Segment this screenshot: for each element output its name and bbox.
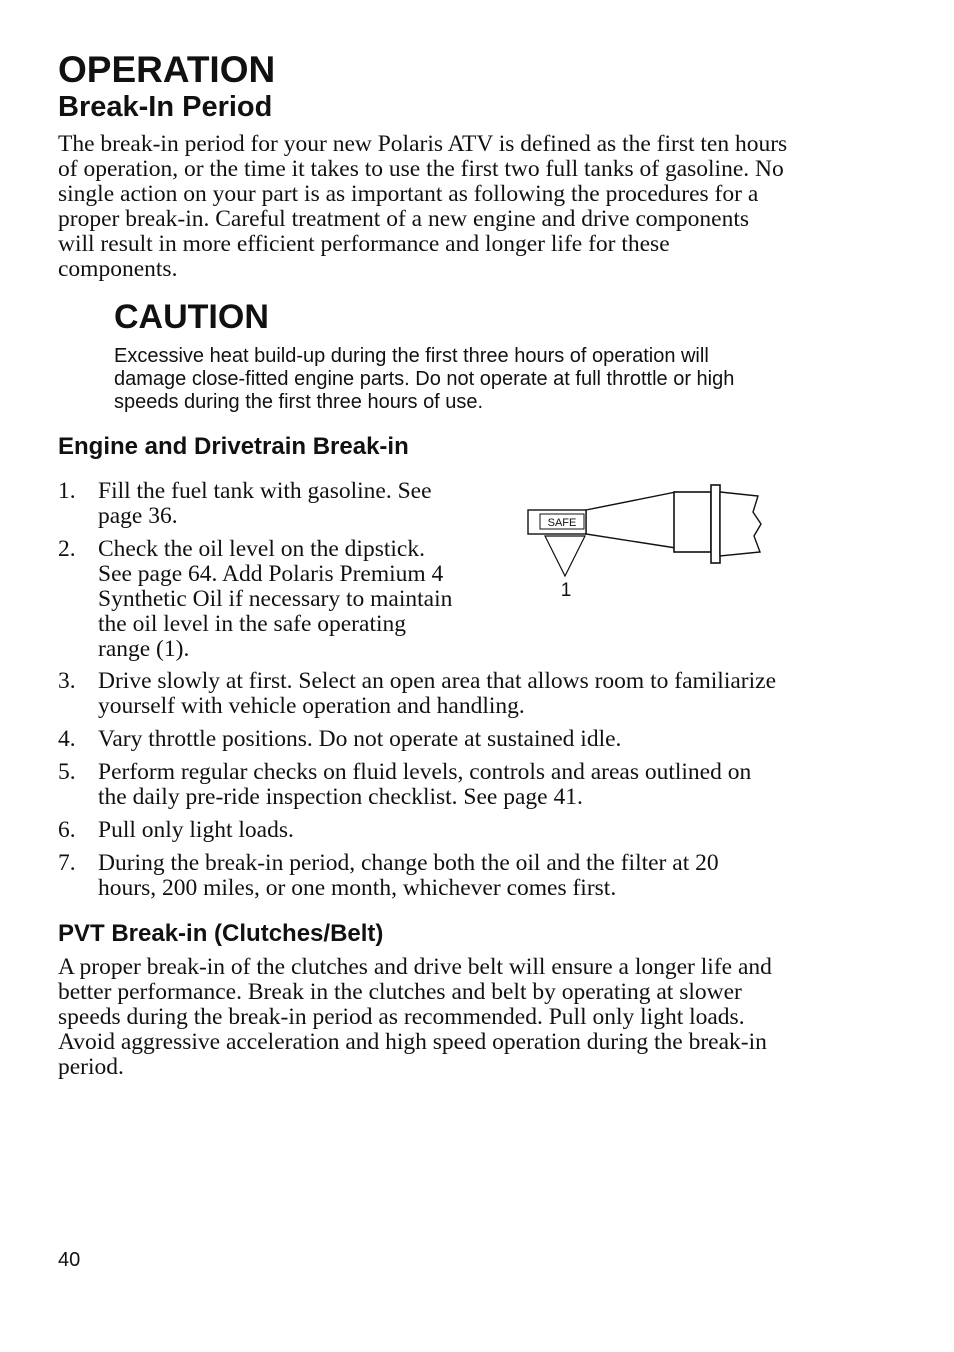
list-item: [58, 669, 778, 719]
step-text: Pull only light loads.: [98, 817, 294, 843]
step-number: 6.: [58, 817, 76, 843]
list-item: [58, 851, 778, 901]
step-text: Check the oil level on the dipstick. See page 64. Add Polaris Premium 4 Synthetic Oil if necessary to maintain the oil level in the safe operating range (1).: [98, 536, 453, 662]
step-number: 1.: [58, 478, 76, 504]
list-item: [58, 479, 458, 529]
step-number: 3.: [58, 668, 76, 694]
step-text: Drive slowly at first. Select an open area that allows room to familiarize yourself with vehicle operation and handling.: [98, 668, 777, 719]
step-number: 7.: [58, 850, 76, 876]
section-heading: OPERATION: [58, 49, 276, 90]
page-title: Break-In Period: [58, 91, 273, 123]
step-text: Perform regular checks on fluid levels, controls and areas outlined on the daily pre-ride inspection checklist. See page 41.: [98, 759, 752, 810]
step-text: Fill the fuel tank with gasoline. See page 36.: [98, 478, 432, 529]
list-item: [58, 818, 778, 843]
dipstick-illustration: [520, 478, 770, 608]
intro-paragraph: The break-in period for your new Polaris ATV is defined as the first ten hours of operation, or the time it takes to use the first two full tanks of gasoline. No single action on your part is as important as following the procedures for a proper break-in. Careful treatment of a new engine and drive components will result in more efficient performance and longer life for these components.: [58, 131, 788, 282]
list-item: [58, 537, 458, 662]
caution-notice: [114, 297, 774, 414]
step-number: 4.: [58, 726, 76, 752]
page-number: 40: [58, 1249, 81, 1271]
pvt-paragraph: A proper break-in of the clutches and drive belt will ensure a longer life and better performance. Break in the clutches and belt by operating at slower speeds during the break-in period as recommended. Pull only light loads. Avoid aggressive acceleration and high speed operation during the break-in period.: [58, 954, 772, 1080]
safe-label: SAFE: [547, 517, 577, 529]
list-item: [58, 760, 778, 810]
engine-break-in-heading: Engine and Drivetrain Break-in: [58, 433, 409, 460]
step-number: 2.: [58, 536, 76, 562]
list-item: [58, 727, 778, 752]
step-text: During the break-in period, change both the oil and the filter at 20 hours, 200 miles, or one month, whichever comes first.: [98, 850, 719, 901]
step-text: Vary throttle positions. Do not operate at sustained idle.: [98, 726, 622, 752]
callout-number: 1: [560, 580, 572, 601]
caution-title: CAUTION: [114, 298, 269, 336]
caution-text: Excessive heat build-up during the first three hours of operation will damage close-fitted engine parts. Do not operate at full throttle or high speeds during the first three hours of use.: [114, 345, 735, 413]
step-number: 5.: [58, 759, 76, 785]
pvt-break-in-heading: PVT Break-in (Clutches/Belt): [58, 920, 384, 947]
